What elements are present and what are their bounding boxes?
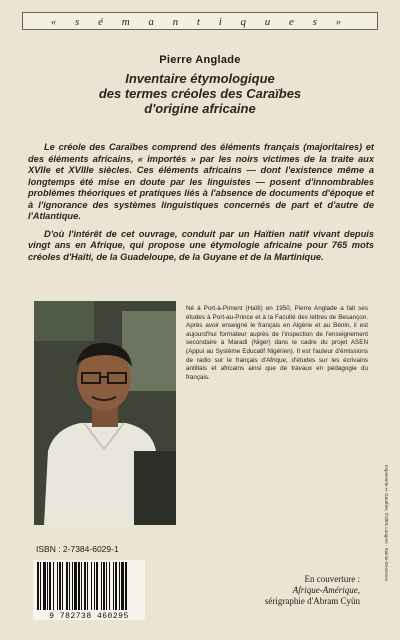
barcode-bar bbox=[40, 562, 41, 610]
barcode-bar bbox=[125, 562, 127, 610]
barcode-bar bbox=[121, 562, 124, 610]
barcode-bar bbox=[94, 562, 95, 610]
printer-imprint bbox=[381, 465, 391, 625]
isbn-number: ISBN : 2-7384-6029-1 bbox=[36, 544, 119, 554]
barcode-bar bbox=[87, 562, 88, 610]
series-banner: « s é m a n t i q u e s » bbox=[22, 12, 378, 30]
barcode-bar bbox=[101, 562, 102, 610]
barcode-bar bbox=[49, 562, 51, 610]
title-line-3: d'origine africaine bbox=[144, 101, 256, 116]
barcode-bar bbox=[74, 562, 77, 610]
barcode-bar bbox=[78, 562, 80, 610]
barcode-bar bbox=[72, 562, 73, 610]
barcode-bar bbox=[84, 562, 86, 610]
barcode-bar bbox=[103, 562, 105, 610]
barcode-bar bbox=[115, 562, 117, 610]
barcode-bar bbox=[69, 562, 70, 610]
printer-imprint-text: Imprimerie H. Gauthier, ©2001 Langres - Saints-Geosmes bbox=[384, 465, 389, 581]
barcode-bar bbox=[47, 562, 48, 610]
author-photo bbox=[34, 301, 176, 525]
barcode-bar bbox=[57, 562, 58, 610]
cover-artwork-title: Afrique-Amérique, bbox=[292, 585, 360, 595]
barcode-digits: 9 782738 460295 bbox=[49, 612, 129, 621]
author-name: Pierre Anglade bbox=[159, 54, 241, 66]
barcode-bar bbox=[91, 562, 92, 610]
book-title bbox=[30, 71, 370, 116]
cover-credit bbox=[190, 574, 360, 607]
barcode-bar bbox=[66, 562, 68, 610]
barcode-bar bbox=[53, 562, 54, 610]
barcode-bar bbox=[43, 562, 46, 610]
barcode-bar bbox=[119, 562, 120, 610]
blurb-paragraph-2: D'où l'intérêt de cet ouvrage, conduit par un Haïtien natif vivant depuis vingt ans en Afrique, qui propose une étymologie africaine pour 765 mots créoles d'Haïti, de la Guadeloupe, de la Guyane et de la Martinique. bbox=[28, 228, 374, 262]
title-line-1: Inventaire étymologique bbox=[125, 71, 275, 86]
barcode-bar bbox=[109, 562, 110, 610]
barcode-bar bbox=[37, 562, 39, 610]
barcode-bar bbox=[81, 562, 82, 610]
barcode-bar bbox=[96, 562, 98, 610]
barcode-bar bbox=[113, 562, 114, 610]
back-cover-blurb bbox=[28, 142, 374, 269]
barcode-bar bbox=[59, 562, 61, 610]
barcode-bar bbox=[62, 562, 63, 610]
cover-credit-label: En couverture : bbox=[304, 574, 360, 584]
blurb-paragraph-1: Le créole des Caraïbes comprend des éléments français (majoritaires) et des éléments africains, « importés » par les noirs victimes de la traite aux XVIIe et XVIIIe siècles. Ces éléments africains — dont l'existence même a longtemps été mise en doute par les linguistes — posent d'innombrables problèmes théoriques et pratiques liés à l'absence de documents d'époque et à l'ignorance des systèmes linguistiques concernés de part et d'autre de l'Atlantique. bbox=[28, 142, 374, 221]
cover-artist-credit: sérigraphie d'Abram Cyün bbox=[264, 596, 360, 606]
barcode-bar bbox=[106, 562, 107, 610]
author-biography: Né à Port-à-Piment (Haïti) en 1950, Pierre Anglade a fait ses études à Port-au-Prince et à la Faculté des lettres de Besançon. Après avoir enseigné le français en Algérie et au Bénin, il est aujourd'hui formateur auprès de l'inspection de l'enseignement secondaire à Maradi (Niger) dans le cadre du projet ASEN (Appui au Système Educatif Nigérien). Il est l'auteur d'émissions de radio sur le français d'Afrique, d'études sur les écrivains antillais et africains ainsi que de travaux en pédagogie du français. bbox=[186, 305, 368, 381]
title-line-2: des termes créoles des Caraïbes bbox=[98, 86, 302, 101]
barcode bbox=[33, 560, 145, 620]
